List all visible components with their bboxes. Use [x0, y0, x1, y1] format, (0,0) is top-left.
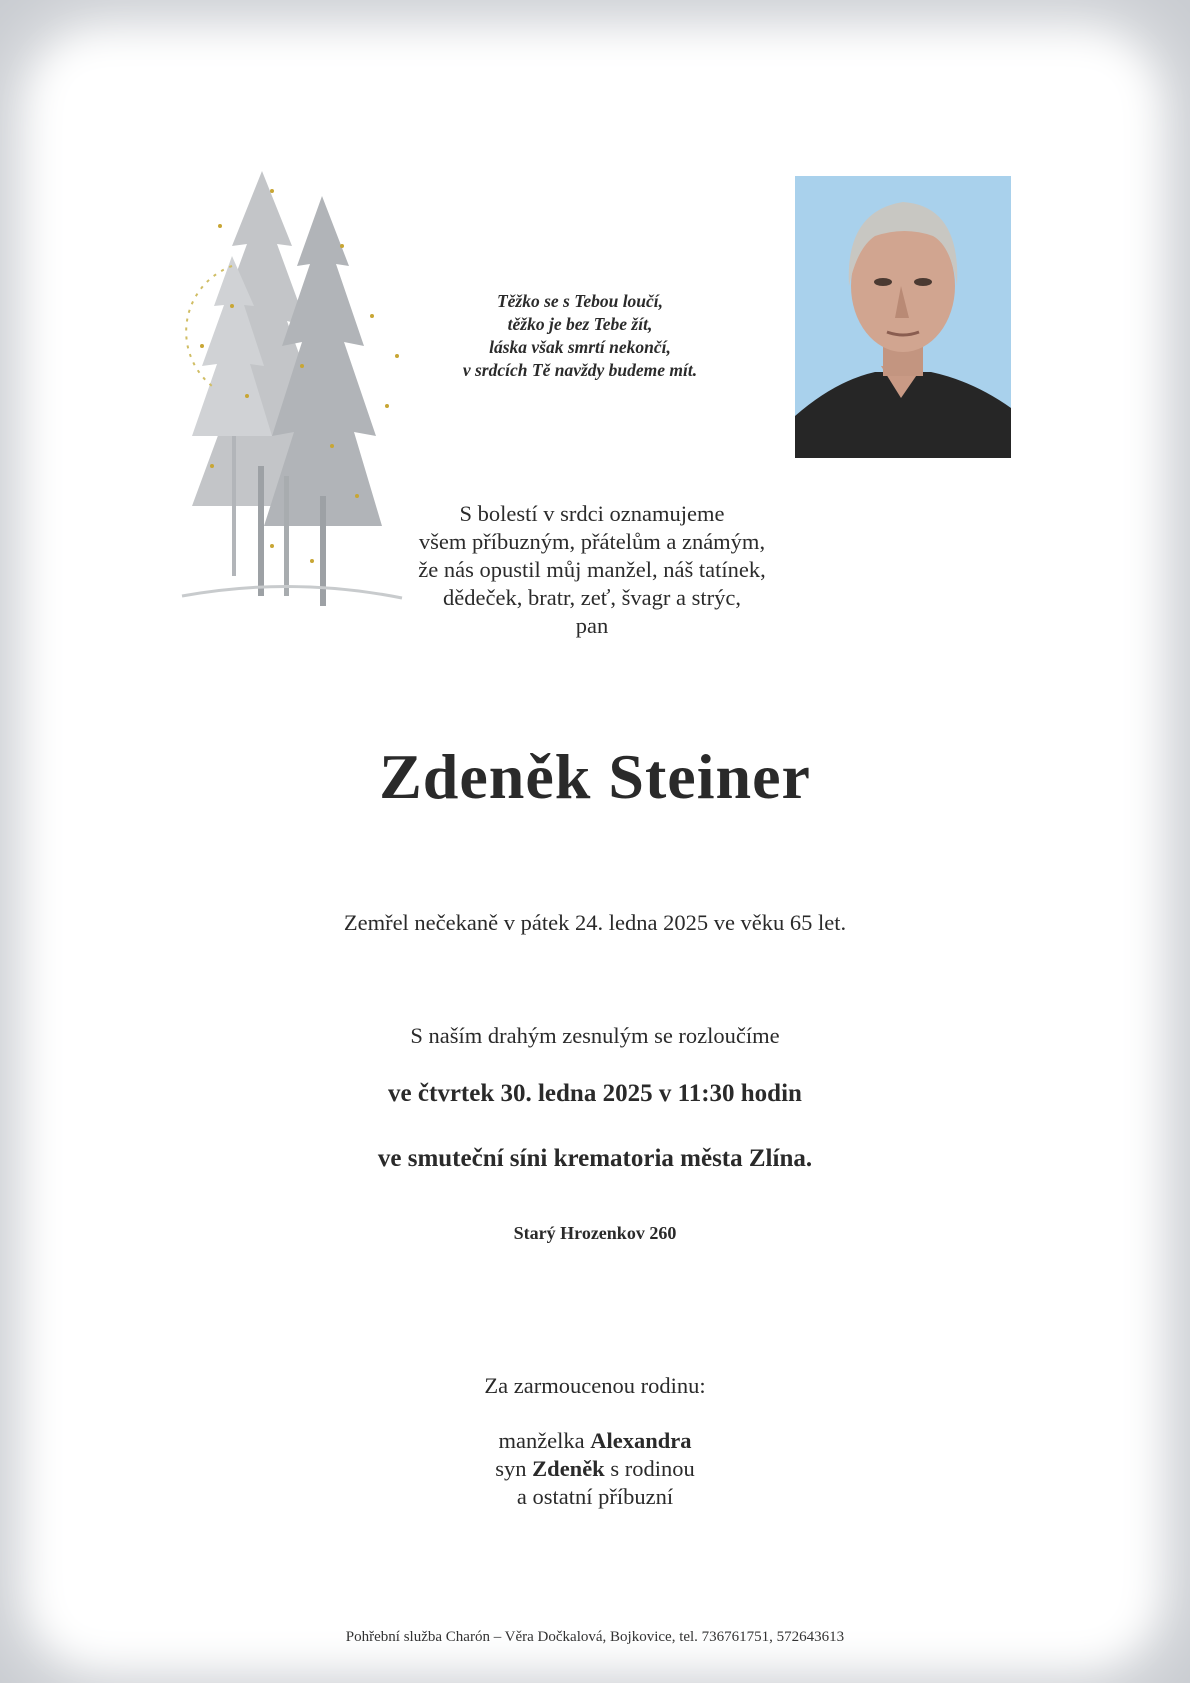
- wife-prefix: manželka: [498, 1428, 591, 1453]
- family-list: [395, 1427, 795, 1511]
- home-address: Starý Hrozenkov 260: [513, 1223, 677, 1243]
- son-prefix: syn: [495, 1456, 533, 1481]
- poem-line: těžko je bez Tebe žít,: [507, 314, 653, 334]
- death-notice: Zemřel nečekaně v pátek 24. ledna 2025 ve věku 65 let.: [343, 910, 847, 935]
- announcement-line: všem příbuzným, přátelům a známým,: [418, 529, 766, 554]
- ceremony-datetime: ve čtvrtek 30. ledna 2025 v 11:30 hodin: [388, 1080, 802, 1107]
- announcement-line: dědeček, bratr, zeť, švagr a strýc,: [443, 585, 741, 610]
- son-name: Zdeněk: [532, 1456, 605, 1481]
- memorial-poem: [430, 290, 730, 382]
- announcement-text: [352, 500, 832, 640]
- announcement-line: S bolestí v srdci oznamujeme: [459, 501, 725, 526]
- poem-line: Těžko se s Tebou loučí,: [496, 291, 664, 311]
- family-others: a ostatní příbuzní: [516, 1484, 674, 1509]
- family-wife: [395, 1427, 795, 1455]
- announcement-line: pan: [575, 613, 609, 638]
- poem-line: v srdcích Tě navždy budeme mít.: [462, 360, 698, 380]
- ceremony-intro: S naším drahým zesnulým se rozloučíme: [410, 1023, 780, 1048]
- son-suffix: s rodinou: [604, 1456, 695, 1481]
- family-header: Za zarmoucenou rodinu:: [484, 1373, 706, 1398]
- portrait-drawing: [795, 176, 1011, 458]
- funeral-service-footer: Pohřební služba Charón – Věra Dočkalová, Bojkovice, tel. 736761751, 572643613: [345, 1629, 845, 1645]
- deceased-name: Zdeněk Steiner: [379, 741, 811, 812]
- poem-line: láska však smrtí nekončí,: [489, 337, 671, 357]
- portrait-photo: [795, 176, 1011, 458]
- family-son: [395, 1455, 795, 1483]
- announcement-line: že nás opustil můj manžel, náš tatínek,: [418, 557, 766, 582]
- wife-name: Alexandra: [590, 1428, 692, 1453]
- ceremony-place: ve smuteční síni krematoria města Zlína.: [377, 1145, 813, 1172]
